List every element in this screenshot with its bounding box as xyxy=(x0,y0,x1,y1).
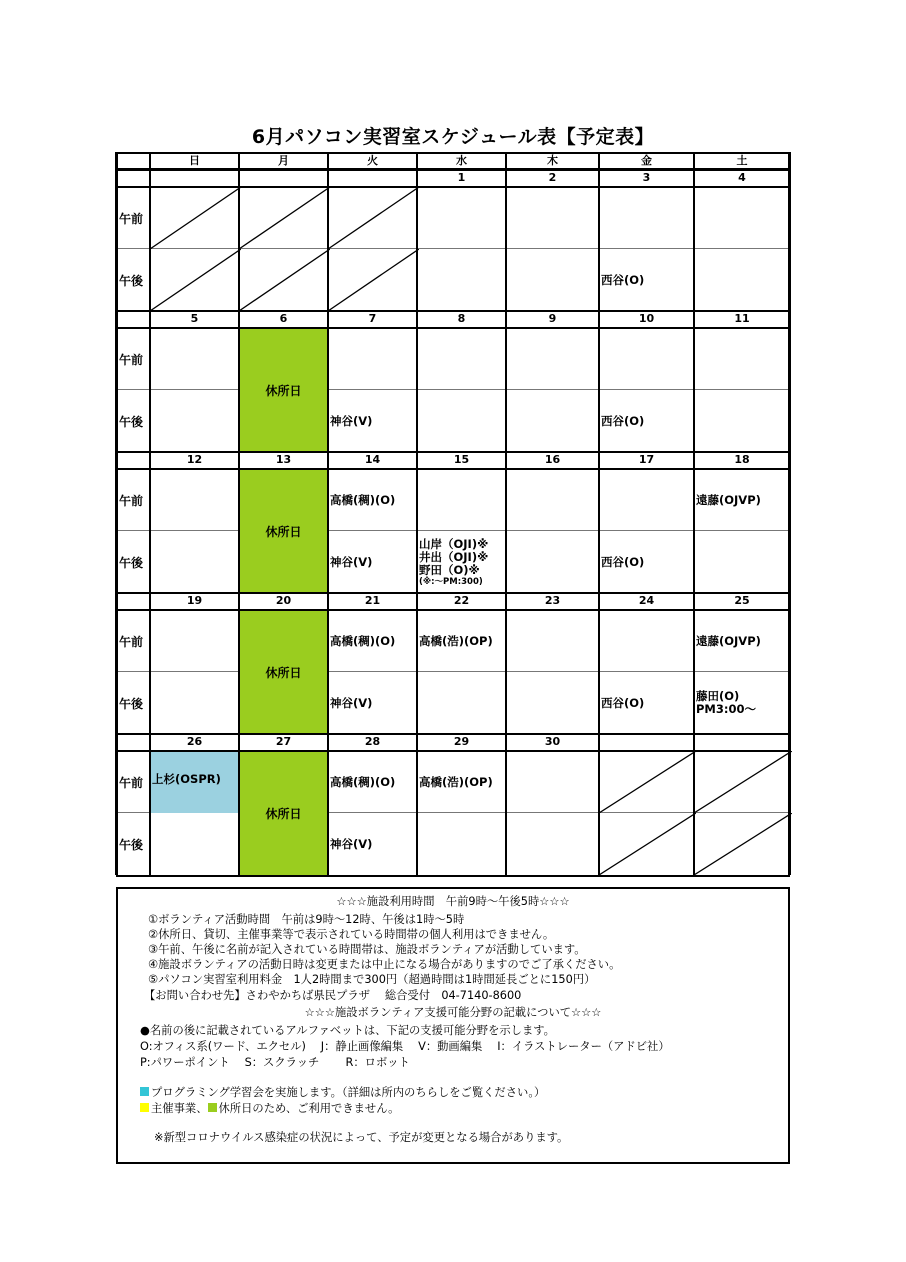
pm-slot xyxy=(506,390,601,452)
am-slot xyxy=(599,751,696,813)
day-number: 16 xyxy=(544,453,561,466)
grid-line xyxy=(598,311,600,452)
volunteer-name: 神谷(V) xyxy=(330,695,373,710)
legend-main-swatch xyxy=(140,1103,149,1112)
slash-mark xyxy=(599,813,696,875)
day-number: 13 xyxy=(275,453,292,466)
grid-line xyxy=(116,733,790,735)
pm-slot xyxy=(150,249,241,311)
volunteer-name: PM3:00～ xyxy=(696,702,756,716)
volunteer-name: 上杉(OSPR) xyxy=(152,772,221,786)
volunteer-name: (※:～PM:300) xyxy=(419,576,483,587)
period-am: 午前 xyxy=(119,211,144,226)
volunteer-name: 西谷(O) xyxy=(601,695,645,710)
day-number: 18 xyxy=(734,453,750,466)
grid-line xyxy=(505,452,507,593)
grid-line xyxy=(693,734,695,875)
period-am: 午前 xyxy=(119,493,144,508)
schedule-calendar xyxy=(116,152,790,872)
grid-line xyxy=(505,734,507,875)
grid-line xyxy=(416,152,418,171)
am-slot xyxy=(694,610,792,672)
closed-day-cell: 休所日 xyxy=(239,751,328,875)
pm-slot xyxy=(599,813,696,875)
day-number: 11 xyxy=(734,312,750,325)
grid-line xyxy=(238,170,240,311)
notes-rule-5: ⑤パソコン実習室利用料金 1人2時間まで300円（超過時間は1時間延長ごとに150円） xyxy=(148,973,596,986)
am-slot xyxy=(506,610,601,672)
weekday-4: 木 xyxy=(547,154,558,167)
pm-slot xyxy=(150,390,241,452)
grid-line xyxy=(238,152,240,171)
volunteer-name: 高橋(浩)(OP) xyxy=(419,633,493,648)
grid-line xyxy=(598,152,600,171)
grid-line xyxy=(327,734,329,875)
day-number: 25 xyxy=(734,594,750,607)
am-slot xyxy=(150,751,241,813)
grid-line xyxy=(693,452,695,593)
slash-mark xyxy=(239,187,330,249)
grid-line xyxy=(116,186,790,188)
day-number: 23 xyxy=(544,594,561,607)
legend-closed-swatch xyxy=(208,1103,217,1112)
notes-codes-line-2: P:パワーポイント S：スクラッチ R：ロボット xyxy=(140,1056,410,1069)
legend-event-text: プログラミング学習会を実施します。（詳細は所内のちらしをご覧ください。） xyxy=(151,1086,546,1099)
legend-event-swatch xyxy=(140,1087,149,1096)
am-slot xyxy=(599,328,696,390)
grid-line xyxy=(416,452,418,593)
pm-slot xyxy=(599,531,696,593)
slash-mark xyxy=(328,249,419,311)
period-pm: 午後 xyxy=(119,414,144,429)
notes-box xyxy=(116,887,790,1164)
am-slot xyxy=(150,328,241,390)
period-pm: 午後 xyxy=(119,696,144,711)
am-slot xyxy=(506,187,601,249)
grid-line xyxy=(116,592,790,594)
grid-line xyxy=(149,593,151,734)
day-number: 17 xyxy=(638,453,655,466)
weekday-5: 金 xyxy=(641,154,652,167)
weekday-1: 月 xyxy=(278,154,289,167)
period-pm: 午後 xyxy=(119,837,144,852)
pm-slot xyxy=(506,531,601,593)
day-number: 5 xyxy=(190,312,199,325)
pm-slot xyxy=(599,672,696,734)
am-slot xyxy=(150,187,241,249)
grid-line xyxy=(115,152,118,875)
day-number: 14 xyxy=(364,453,381,466)
grid-line xyxy=(149,734,151,875)
day-number: 20 xyxy=(275,594,292,607)
grid-line xyxy=(238,593,240,734)
am-slot xyxy=(417,469,508,531)
pm-slot xyxy=(328,813,419,875)
slash-mark xyxy=(694,813,792,875)
grid-line xyxy=(693,311,695,452)
pm-slot xyxy=(694,249,792,311)
volunteer-name: 西谷(O) xyxy=(601,554,645,569)
pm-slot xyxy=(417,672,508,734)
grid-line xyxy=(116,875,790,877)
am-slot xyxy=(694,751,792,813)
volunteer-name: 遠藤(OJVP) xyxy=(696,492,761,507)
am-slot xyxy=(417,610,508,672)
grid-line xyxy=(116,468,790,470)
pm-slot xyxy=(417,813,508,875)
pm-slot xyxy=(328,390,419,452)
notes-rule-3: ③午前、午後に名前が記入されている時間帯は、施設ボランティアが活動しています。 xyxy=(148,943,586,956)
grid-line xyxy=(416,170,418,311)
am-slot xyxy=(417,187,508,249)
am-slot xyxy=(328,751,419,813)
volunteer-name: 遠藤(OJVP) xyxy=(696,633,761,648)
grid-line xyxy=(327,170,329,311)
am-slot xyxy=(239,187,330,249)
am-slot xyxy=(150,469,241,531)
grid-line xyxy=(149,311,151,452)
legend-event-row xyxy=(140,1086,545,1101)
am-slot xyxy=(328,610,419,672)
day-number xyxy=(239,171,328,185)
pm-slot xyxy=(150,672,241,734)
day-number: 10 xyxy=(638,312,655,325)
pm-slot xyxy=(417,531,508,593)
pm-slot xyxy=(599,249,696,311)
pm-slot xyxy=(150,813,241,875)
day-number: 24 xyxy=(638,594,655,607)
pm-slot xyxy=(150,531,241,593)
day-number: 6 xyxy=(279,312,288,325)
volunteer-name: 神谷(V) xyxy=(330,836,373,851)
grid-line xyxy=(693,170,695,311)
day-number: 30 xyxy=(544,735,561,748)
slash-mark xyxy=(694,751,792,813)
day-number: 15 xyxy=(453,453,470,466)
closed-day-cell: 休所日 xyxy=(239,610,328,734)
weekday-6: 土 xyxy=(736,154,748,167)
pm-slot xyxy=(328,672,419,734)
day-number: 28 xyxy=(364,735,381,748)
notes-rule-4: ④施設ボランティアの活動日時は変更または中止になる場合がありますのでご了承ください。 xyxy=(148,958,621,971)
grid-line xyxy=(149,152,151,171)
am-slot xyxy=(599,610,696,672)
day-number: 22 xyxy=(453,594,470,607)
grid-line xyxy=(598,734,600,875)
slash-mark xyxy=(599,751,696,813)
grid-line xyxy=(693,152,695,171)
slash-mark xyxy=(150,249,241,311)
pm-slot xyxy=(506,672,601,734)
grid-line xyxy=(238,734,240,875)
volunteer-name: 野田（O)※ xyxy=(419,562,480,577)
slash-mark xyxy=(328,187,419,249)
pm-slot xyxy=(239,249,330,311)
grid-line xyxy=(416,593,418,734)
pm-slot xyxy=(506,249,601,311)
am-slot xyxy=(599,187,696,249)
grid-line xyxy=(505,170,507,311)
volunteer-name: 西谷(O) xyxy=(601,272,645,287)
period-am: 午前 xyxy=(119,352,144,367)
am-slot xyxy=(599,469,696,531)
volunteer-name: 神谷(V) xyxy=(330,413,373,428)
grid-line xyxy=(693,593,695,734)
day-number xyxy=(599,735,694,749)
grid-line xyxy=(116,152,790,154)
weekday-3: 水 xyxy=(456,154,467,167)
grid-line xyxy=(149,170,151,311)
closed-day-cell: 休所日 xyxy=(239,469,328,593)
pm-slot xyxy=(599,390,696,452)
day-number: 3 xyxy=(642,171,651,184)
notes-hours: ☆☆☆施設利用時間 午前9時～午後5時☆☆☆ xyxy=(336,895,570,908)
day-number: 4 xyxy=(738,171,746,184)
slash-mark xyxy=(150,187,241,249)
volunteer-name: 井出（OJI)※ xyxy=(419,549,489,564)
grid-line xyxy=(505,152,507,171)
pm-slot xyxy=(328,249,419,311)
pm-slot xyxy=(694,390,792,452)
volunteer-name: 神谷(V) xyxy=(330,554,373,569)
am-slot xyxy=(328,187,419,249)
grid-line xyxy=(505,593,507,734)
notes-rule-1: ①ボランティア活動時間 午前は9時～12時、午後は1時～5時 xyxy=(148,913,465,926)
volunteer-name: 高橋(稠)(O) xyxy=(330,633,396,648)
period-pm: 午後 xyxy=(119,555,144,570)
weekday-0: 日 xyxy=(189,154,200,167)
day-number: 8 xyxy=(457,312,466,325)
am-slot xyxy=(506,469,601,531)
grid-line xyxy=(116,327,790,329)
pm-slot xyxy=(694,672,792,734)
notes-covid: ※新型コロナウイルス感染症の状況によって、予定が変更となる場合があります。 xyxy=(154,1131,569,1144)
pm-slot xyxy=(694,813,792,875)
pm-slot xyxy=(328,531,419,593)
legend-main-text: 主催事業、 xyxy=(151,1102,208,1115)
am-slot xyxy=(694,328,792,390)
day-number: 29 xyxy=(453,735,470,748)
grid-line xyxy=(788,152,791,875)
period-am: 午前 xyxy=(119,634,144,649)
grid-line xyxy=(505,311,507,452)
volunteer-name: 藤田(O) xyxy=(696,689,740,703)
pm-slot xyxy=(417,249,508,311)
am-slot xyxy=(150,610,241,672)
grid-line xyxy=(116,168,790,171)
volunteer-name: 山岸（OJI)※ xyxy=(419,536,489,551)
grid-line xyxy=(116,750,790,752)
grid-line xyxy=(327,452,329,593)
grid-line xyxy=(416,734,418,875)
closed-day-cell: 休所日 xyxy=(239,328,328,452)
grid-line xyxy=(598,593,600,734)
day-number: 7 xyxy=(368,312,377,325)
grid-line xyxy=(327,152,329,171)
grid-line xyxy=(149,452,151,593)
notes-support-heading: ☆☆☆施設ボランティア支援可能分野の記載について☆☆☆ xyxy=(304,1006,602,1019)
period-am: 午前 xyxy=(119,775,144,790)
volunteer-name: 西谷(O) xyxy=(601,413,645,428)
weekday-2: 火 xyxy=(367,154,378,167)
notes-contact: 【お問い合わせ先】さわやかちば県民プラザ 総合受付 04-7140-8600 xyxy=(144,989,522,1002)
am-slot xyxy=(506,751,601,813)
notes-rule-2: ②休所日、貸切、主催事業等で表示されている時間帯の個人利用はできません。 xyxy=(148,928,555,941)
volunteer-name: 高橋(稠)(O) xyxy=(330,492,396,507)
legend-closed-row xyxy=(140,1102,399,1117)
am-slot xyxy=(417,751,508,813)
grid-line xyxy=(327,311,329,452)
legend-closed-text: 休所日のため、ご利用できません。 xyxy=(218,1102,400,1115)
am-slot xyxy=(694,187,792,249)
period-pm: 午後 xyxy=(119,273,144,288)
day-number: 9 xyxy=(548,312,557,325)
slash-mark xyxy=(239,249,330,311)
grid-line xyxy=(598,452,600,593)
day-number xyxy=(150,171,239,185)
grid-line xyxy=(416,311,418,452)
day-number: 12 xyxy=(186,453,203,466)
grid-line xyxy=(598,170,600,311)
grid-line xyxy=(238,311,240,452)
day-number: 27 xyxy=(275,735,292,748)
volunteer-name: 高橋(浩)(OP) xyxy=(419,774,493,789)
page-title: 6月パソコン実習室スケジュール表【予定表】 xyxy=(251,126,655,148)
notes-codes-line-1: O:オフィス系(ワード、エクセル) J：静止画像編集 V：動画編集 I：イラストレーター（アドビ社） xyxy=(140,1040,670,1053)
pm-slot xyxy=(694,531,792,593)
am-slot xyxy=(328,328,419,390)
day-number: 21 xyxy=(364,594,381,607)
am-slot xyxy=(506,328,601,390)
pm-slot xyxy=(506,813,601,875)
grid-line xyxy=(327,593,329,734)
notes-alpha-explanation: ●名前の後に記載されているアルファベットは、下記の支援可能分野を示します。 xyxy=(140,1024,555,1037)
am-slot xyxy=(694,469,792,531)
day-number: 26 xyxy=(186,735,203,748)
grid-line xyxy=(116,451,790,453)
day-number: 2 xyxy=(548,171,557,184)
day-number: 1 xyxy=(457,171,466,184)
grid-line xyxy=(116,310,790,312)
day-number xyxy=(328,171,417,185)
am-slot xyxy=(417,328,508,390)
volunteer-name: 高橋(稠)(O) xyxy=(330,774,396,789)
pm-slot xyxy=(417,390,508,452)
grid-line xyxy=(116,609,790,611)
day-number xyxy=(694,735,790,749)
am-slot xyxy=(328,469,419,531)
grid-line xyxy=(238,452,240,593)
day-number: 19 xyxy=(186,594,203,607)
